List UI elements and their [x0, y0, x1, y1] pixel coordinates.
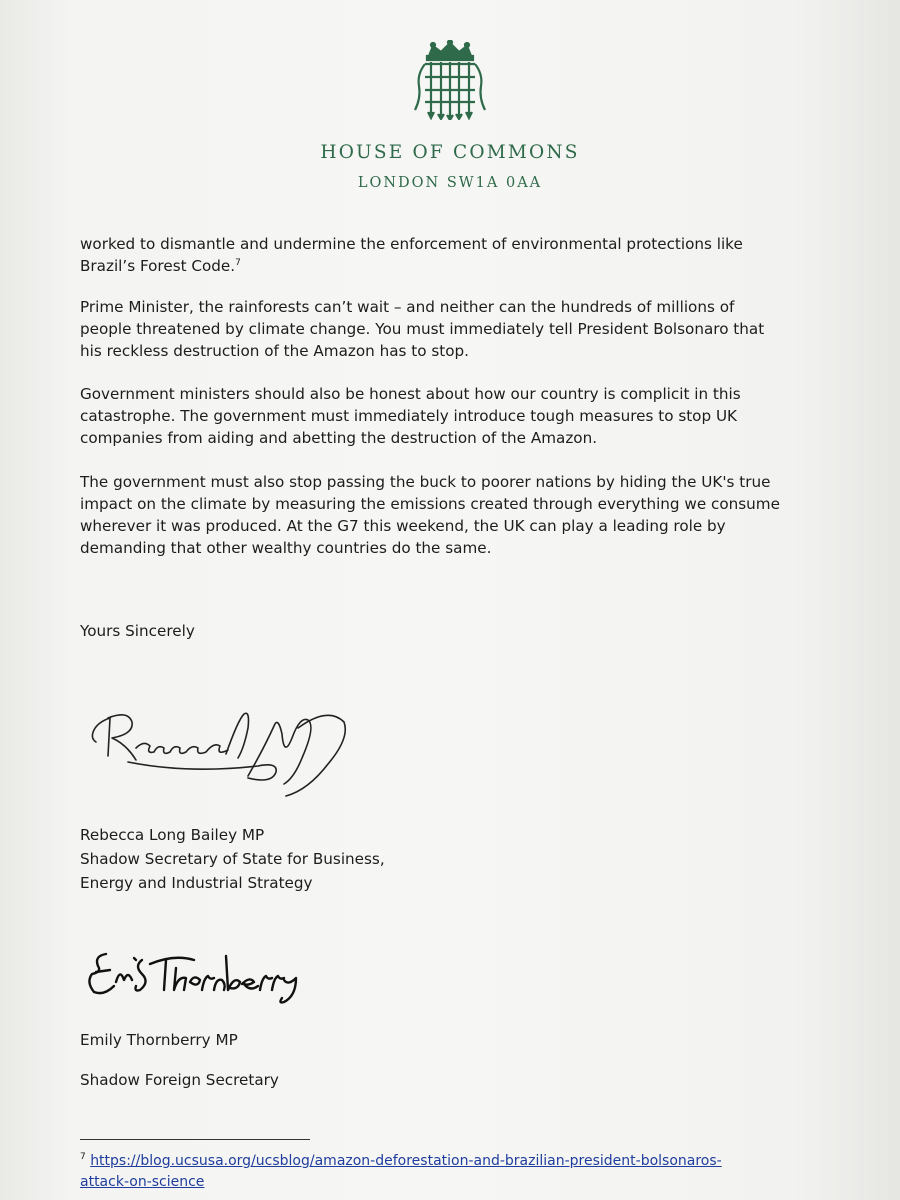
portcullis-icon [411, 40, 489, 120]
text-line: companies from aiding and abetting the destruction of the Amazon. [80, 429, 598, 447]
paragraph-3 [80, 383, 780, 449]
signatory-title: Shadow Foreign Secretary [80, 1071, 279, 1089]
signatory-1 [80, 823, 385, 895]
signatory-name: Emily Thornberry MP [80, 1031, 238, 1049]
text-line: Government ministers should also be honest about how our country is complicit in this [80, 385, 741, 403]
signature-emily-thornberry [84, 946, 304, 1006]
footnote-divider [80, 1139, 310, 1140]
text-line: worked to dismantle and undermine the enforcement of environmental protections like [80, 235, 743, 253]
footnote-link-continued[interactable]: attack-on-science [80, 1174, 205, 1190]
closing: Yours Sincerely [80, 622, 195, 640]
footnote-reference: 7 [235, 258, 241, 268]
paragraph-1 [80, 233, 780, 277]
signatory-title: Energy and Industrial Strategy [80, 874, 313, 892]
institution-address: LONDON SW1A 0AA [357, 175, 543, 191]
signatory-title: Shadow Secretary of State for Business, [80, 850, 385, 868]
signature-rebecca-long-bailey [88, 698, 358, 803]
text-line: people threatened by climate change. You must immediately tell President Bolsonaro that [80, 320, 765, 338]
text-line: his reckless destruction of the Amazon has to stop. [80, 342, 469, 360]
signatory-2 [80, 1028, 279, 1092]
institution-name: HOUSE OF COMMONS [320, 142, 580, 163]
text-line: wherever it was produced. At the G7 this weekend, the UK can play a leading role by [80, 517, 726, 535]
footnote-number: 7 [80, 1152, 86, 1162]
footnote [80, 1151, 722, 1193]
text-line: The government must also stop passing the buck to poorer nations by hiding the UK's true [80, 473, 771, 491]
text-line: Brazil’s Forest Code.$^7$ [80, 257, 241, 275]
signatory-name: Rebecca Long Bailey MP [80, 826, 265, 844]
text-line: catastrophe. The government must immediately introduce tough measures to stop UK [80, 407, 738, 425]
text-line: demanding that other wealthy countries do the same. [80, 539, 492, 557]
paragraph-2 [80, 296, 780, 362]
paragraph-4 [80, 471, 780, 559]
text-line: impact on the climate by measuring the emissions created through everything we consume [80, 495, 780, 513]
text-line: Prime Minister, the rainforests can’t wait – and neither can the hundreds of millions of [80, 298, 735, 316]
footnote-link[interactable]: https://blog.ucsusa.org/ucsblog/amazon-deforestation-and-brazilian-president-bolsonaros- [90, 1153, 722, 1169]
